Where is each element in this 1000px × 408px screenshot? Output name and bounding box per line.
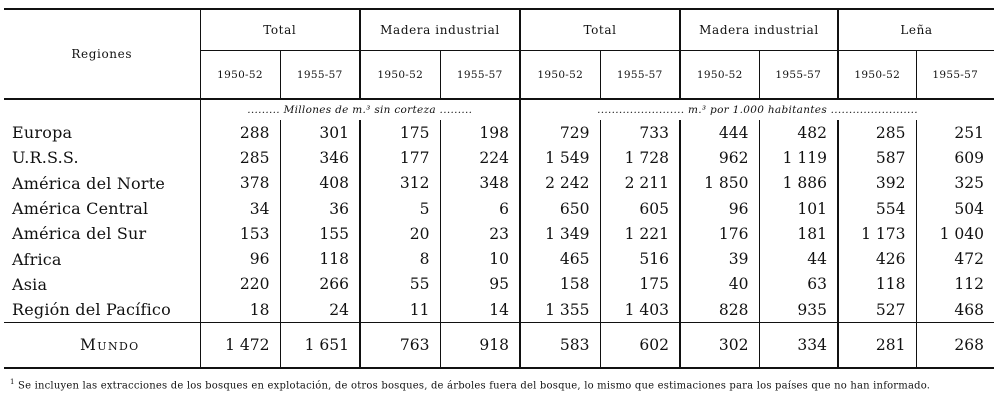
table-cell: 23 [440,221,520,246]
region-name: Región del Pacífico [12,300,171,320]
group-header-industrial-volume: Madera industrial [360,9,520,51]
table-cell: 408 [280,171,360,196]
table-cell: 605 [600,196,680,221]
table-cell: 5 [360,196,440,221]
table-cell: 1 728 [600,145,680,170]
table-cell: 828 [680,297,759,323]
table-cell: 1 173 [838,221,916,246]
table-row [4,120,994,145]
table-cell: 224 [440,145,520,170]
table-cell: 301 [280,120,360,145]
table-cell: 285 [200,145,280,170]
period-header: 1950-52 [200,51,280,100]
table-cell: 1 119 [759,145,838,170]
table-row [4,221,994,246]
table-cell: 346 [280,145,360,170]
period-header: 1950-52 [680,51,759,100]
table-cell: 288 [200,120,280,145]
period-header: 1955-57 [916,51,994,100]
table-cell: 36 [280,196,360,221]
table-row [4,272,994,297]
table-cell: 602 [600,323,680,369]
table-cell: 44 [759,246,838,271]
table-cell: 153 [200,221,280,246]
table-cell: 18 [200,297,280,323]
footnote-text: Se incluyen las extracciones de los bosques en explotación, de otros bosques, de árboles fuera del bosque, lo mismo que estimaciones para los países que no han informado. [18,380,931,392]
table-cell: 650 [520,196,600,221]
table-cell: 118 [280,246,360,271]
units-label-per-capita: ........................ m.³ por 1.000 habitantes ........................ [520,99,994,120]
region-name: América del Norte [12,173,166,193]
table-cell: 285 [838,120,916,145]
region-column-header: Regiones [4,9,200,99]
table-cell: 266 [280,272,360,297]
table-cell: 733 [600,120,680,145]
table-cell: 96 [680,196,759,221]
table-cell: 527 [838,297,916,323]
region-name: América Central [12,199,149,219]
period-header: 1950-52 [520,51,600,100]
table-cell: 468 [916,297,994,323]
table-cell: 251 [916,120,994,145]
group-header-total-per-capita: Total [520,9,680,51]
table-cell: 587 [838,145,916,170]
table-cell: 1 403 [600,297,680,323]
table-cell: 426 [838,246,916,271]
region-name: Asia [12,274,48,294]
table-cell: 609 [916,145,994,170]
table-cell: 1 549 [520,145,600,170]
table-cell: 516 [600,246,680,271]
table-cell: 1 651 [280,323,360,369]
table-cell: 281 [838,323,916,369]
footnote-marker: 1 [10,378,15,386]
table-cell: 118 [838,272,916,297]
table-cell: 1 850 [680,171,759,196]
table-cell: 39 [680,246,759,271]
table-cell: 11 [360,297,440,323]
table-cell: 14 [440,297,520,323]
footnote [10,376,985,392]
table-cell: 6 [440,196,520,221]
table-cell: 55 [360,272,440,297]
table-cell: 220 [200,272,280,297]
table-cell: 554 [838,196,916,221]
table-cell: 63 [759,272,838,297]
table-cell: 472 [916,246,994,271]
table-row [4,196,994,221]
table-cell: 334 [759,323,838,369]
table-cell: 504 [916,196,994,221]
table-row [4,145,994,170]
table-cell: 1 886 [759,171,838,196]
table-cell: 482 [759,120,838,145]
table-cell: 20 [360,221,440,246]
table-cell: 2 211 [600,171,680,196]
table-cell: 177 [360,145,440,170]
table-cell: 1 355 [520,297,600,323]
table-cell: 583 [520,323,600,369]
table-cell: 268 [916,323,994,369]
table-cell: 96 [200,246,280,271]
table-cell: 962 [680,145,759,170]
table-cell: 101 [759,196,838,221]
table-row [4,246,994,271]
period-header: 1950-52 [838,51,916,100]
period-header: 1955-57 [280,51,360,100]
period-header: 1955-57 [759,51,838,100]
table-cell: 1 221 [600,221,680,246]
table-row [4,171,994,196]
table-cell: 1 472 [200,323,280,369]
period-header: 1955-57 [440,51,520,100]
table-cell: 176 [680,221,759,246]
group-header-fuelwood-per-capita: Leña [838,9,994,51]
units-label-volume: ......... Millones de m.³ sin corteza ......... [200,99,520,120]
table-cell: 918 [440,323,520,369]
table-cell: 24 [280,297,360,323]
units-row [4,99,994,120]
table-cell: 40 [680,272,759,297]
region-name: U.R.S.S. [12,148,79,168]
region-name: Europa [12,123,73,143]
period-header: 1950-52 [360,51,440,100]
table-cell: 1 040 [916,221,994,246]
group-header-industrial-per-capita: Madera industrial [680,9,838,51]
table-cell: 1 349 [520,221,600,246]
table-cell: 8 [360,246,440,271]
table-cell: 444 [680,120,759,145]
group-header-total-volume: Total [200,9,360,51]
group-header-row [4,9,994,51]
table-cell: 2 242 [520,171,600,196]
table-cell: 34 [200,196,280,221]
table-cell: 112 [916,272,994,297]
region-name: Africa [12,249,62,269]
table-cell: 465 [520,246,600,271]
statistics-table-page [4,8,994,369]
table-cell: 325 [916,171,994,196]
table-cell: 175 [600,272,680,297]
world-total-row [4,323,994,369]
table-row [4,297,994,323]
table-cell: 302 [680,323,759,369]
table-cell: 348 [440,171,520,196]
period-header: 1955-57 [600,51,680,100]
table-cell: 175 [360,120,440,145]
table-cell: 155 [280,221,360,246]
table-cell: 763 [360,323,440,369]
table-cell: 729 [520,120,600,145]
table-cell: 392 [838,171,916,196]
table-cell: 181 [759,221,838,246]
table-cell: 10 [440,246,520,271]
region-name: América del Sur [12,224,147,244]
table-cell: 95 [440,272,520,297]
table-cell: 312 [360,171,440,196]
table-cell: 378 [200,171,280,196]
wood-removals-table [4,8,994,369]
table-cell: 198 [440,120,520,145]
table-cell: 158 [520,272,600,297]
table-cell: 935 [759,297,838,323]
world-label: Mundo [4,323,200,369]
